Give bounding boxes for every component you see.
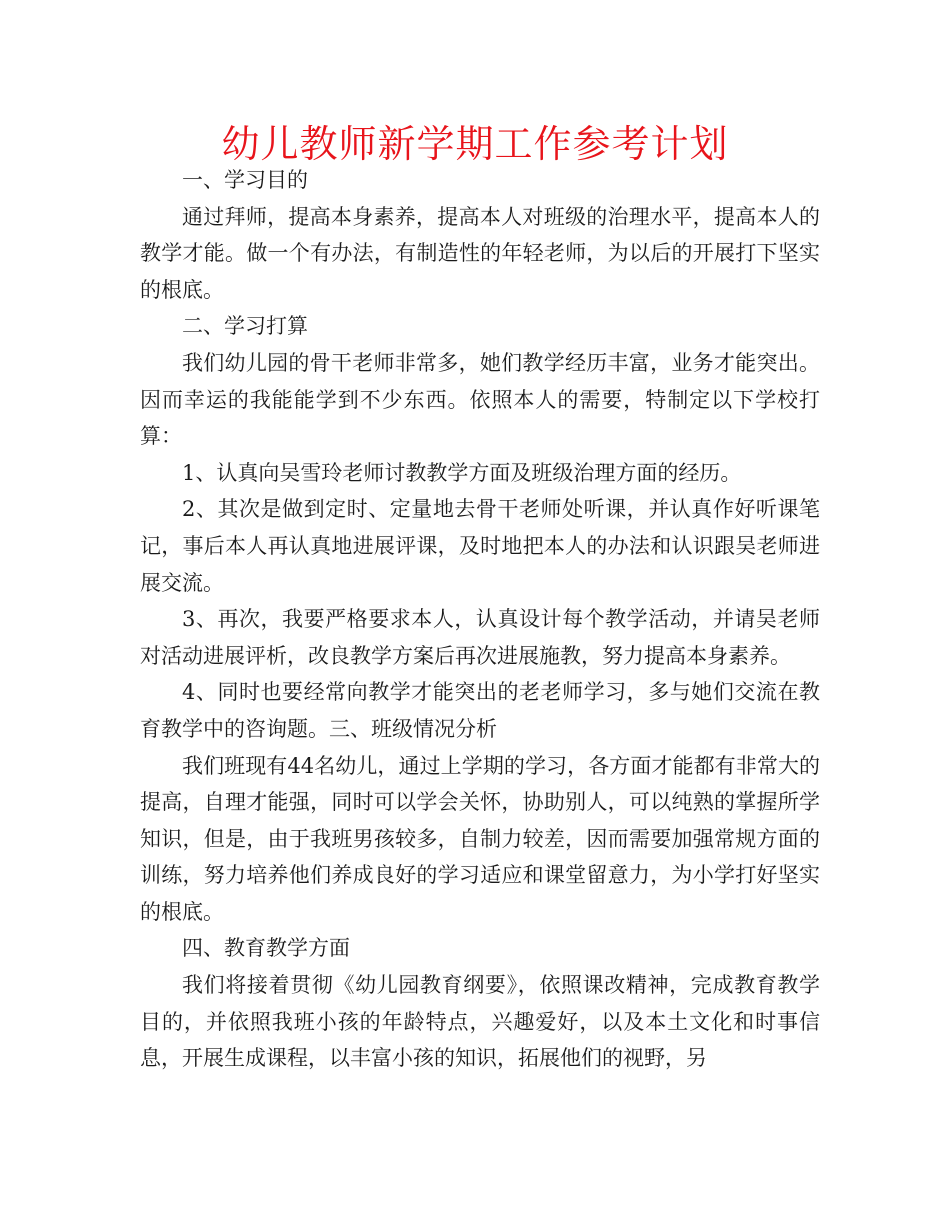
section-heading-study-plan: 二、学习打算 xyxy=(182,314,308,339)
document-title: 幼儿教师新学期工作参考计划 xyxy=(221,122,729,166)
section-heading-teaching: 四、教育教学方面 xyxy=(182,936,350,961)
paragraph: 通过拜师，提高本身素养，提高本人对班级的治理水平，提高本人的教学才能。做一个有办法，有制造性的年轻老师，为以后的开展打下坚实的根底。 xyxy=(140,204,820,302)
list-item: 1、认真向吴雪玲老师讨教教学方面及班级治理方面的经历。 xyxy=(182,460,742,485)
section-heading-study-goal: 一、学习目的 xyxy=(182,168,308,192)
list-item: 2、其次是做到定时、定量地去骨干老师处听课，并认真作好听课笔记，事后本人再认真地进展评课，及时地把本人的办法和认识跟吴老师进展交流。 xyxy=(140,497,820,595)
list-item: 3、再次，我要严格要求本人，认真设计每个教学活动，并请吴老师对活动进展评析，改良教学方案后再次进展施教，努力提高本身素养。 xyxy=(140,607,820,668)
list-item: 4、同时也要经常向教学才能突出的老老师学习，多与她们交流在教育教学中的咨询题。三、班级情况分析 xyxy=(140,680,820,741)
paragraph: 我们将接着贯彻《幼儿园教育纲要》，依照课改精神，完成教育教学目的，并依照我班小孩的年龄特点，兴趣爱好，以及本土文化和时事信息，开展生成课程，以丰富小孩的知识，拓展他们的视野，另 xyxy=(140,973,820,1071)
paragraph: 我们班现有44名幼儿，通过上学期的学习，各方面才能都有非常大的提高，自理才能强，同时可以学会关怀，协助别人，可以纯熟的掌握所学知识，但是，由于我班男孩较多，自制力较差，因而需要加强常规方面的训练，努力培养他们养成良好的学习适应和课堂留意力，为小学打好坚实的根底。 xyxy=(140,753,820,924)
paragraph: 我们幼儿园的骨干老师非常多，她们教学经历丰富，业务才能突出。因而幸运的我能能学到不少东西。依照本人的需要，特制定以下学校打算： xyxy=(140,350,820,449)
document-body xyxy=(140,162,820,1077)
